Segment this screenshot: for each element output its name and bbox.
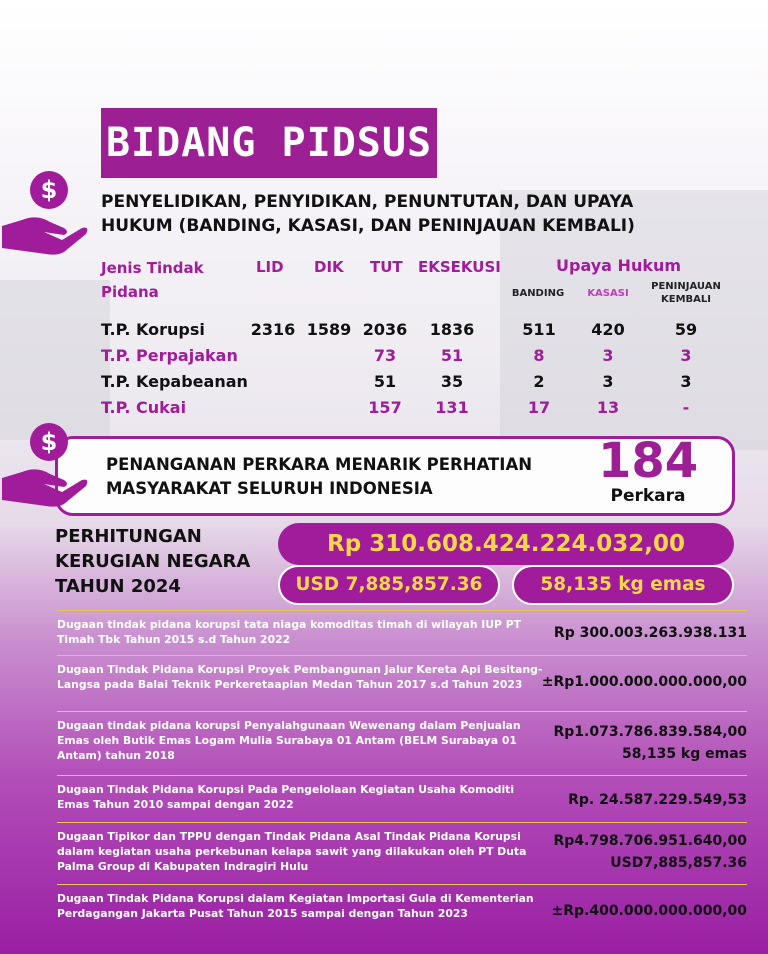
table-row [101,320,721,344]
cell-pk: 59 [674,320,698,339]
money-hand-icon [2,420,92,510]
cell-banding: 2 [533,372,545,391]
column-header-banding: BANDING [511,288,565,299]
column-header-lid: LID [256,258,284,276]
cell-eksekusi: 51 [440,346,464,365]
cell-eksekusi: 35 [440,372,464,391]
svg-text:$: $ [40,176,58,204]
case-amount-secondary: 58,135 kg emas [622,746,747,762]
cell-tut: 2036 [362,320,408,339]
cell-kasasi: 3 [602,372,614,391]
svg-text:$: $ [40,428,58,456]
calc-title [55,524,250,599]
cell-pk: - [682,398,690,417]
list-item [57,822,747,883]
cell-pk: 3 [680,346,692,365]
case-amount: ±Rp1.000.000.000.000,00 [541,674,747,690]
column-header-eksekusi: EKSEKUSI [418,258,501,276]
table-row [101,372,721,396]
table-row [101,346,721,370]
cell-kasasi: 420 [591,320,625,339]
cell-banding: 511 [522,320,556,339]
case-count: 184 [598,433,699,489]
column-header-peninjauan-kembali: PENINJAUAN KEMBALI [651,281,721,305]
calc-title-line-3: TAHUN 2024 [55,576,181,597]
list-item [57,884,747,933]
case-description: Dugaan Tindak Pidana Korupsi Proyek Pembangunan Jalur Kereta Api Besitang-Langsa pada Balai Teknik Perkeretaapian Medan Tahun 2017 s.d Tahun 2023 [57,663,543,691]
case-amount: Rp 300.003.263.938.131 [553,625,747,641]
cell-kasasi: 3 [602,346,614,365]
background-building [0,280,110,440]
row-name: T.P. Korupsi [101,320,205,339]
cell-dik: 1589 [306,320,352,339]
calc-title-line-2: KERUGIAN NEGARA [55,551,251,572]
case-description: Dugaan tindak pidana korupsi Penyalahgunaan Wewenang dalam Penjualan Emas oleh Butik Emas Logam Mulia Surabaya 01 Antam (BELM Surabaya 01 Antam) tahun 2018 [57,719,521,762]
case-amount: Rp1.073.786.839.584,00 [553,724,747,740]
total-loss-gold: 58,135 kg emas [512,565,734,605]
case-count-unit: Perkara [610,486,686,506]
cell-pk: 3 [680,372,692,391]
cell-banding: 17 [527,398,551,417]
row-name: T.P. Perpajakan [101,346,238,365]
case-description: Dugaan Tindak Pidana Korupsi dalam Kegiatan Importasi Gula di Kementerian Perdagangan Jakarta Pusat Tahun 2015 sampai dengan Tahun 2023 [57,892,534,920]
banner-line-1: PENANGANAN PERKARA MENARIK PERHATIAN [106,455,533,474]
case-amount: ±Rp.400.000.000.000,00 [551,903,747,919]
section-heading: PENYELIDIKAN, PENYIDIKAN, PENUNTUTAN, DAN UPAYA HUKUM (BANDING, KASASI, DAN PENINJAUAN KEMBALI) [101,192,635,236]
case-description: Dugaan Tindak Pidana Korupsi Pada Pengelolaan Kegiatan Usaha Komoditi Emas Tahun 2010 sampai dengan 2022 [57,783,515,811]
column-header-upaya-hukum: Upaya Hukum [556,256,682,275]
list-item [57,655,747,710]
row-name: T.P. Kepabeanan [101,372,248,391]
banner-line-2: MASYARAKAT SELURUH INDONESIA [106,479,433,498]
case-amount: Rp. 24.587.229.549,53 [568,792,747,808]
money-hand-icon [2,168,92,258]
list-item [57,775,747,820]
case-description: Dugaan Tipikor dan TPPU dengan Tindak Pidana Asal Tindak Pidana Korupsi dalam kegiatan usaha perkebunan kelapa sawit yang dilakukan oleh PT Duta Palma Group di Kabupaten Indragiri Hulu [57,830,527,873]
total-loss-usd: USD 7,885,857.36 [278,565,500,605]
cell-tut: 51 [373,372,397,391]
list-item [57,610,747,655]
list-item [57,711,747,776]
cell-kasasi: 13 [596,398,620,417]
column-header-jenis: Jenis Tindak Pidana [101,259,204,301]
column-header-dik: DIK [314,258,344,276]
cell-tut: 157 [368,398,402,417]
case-amount-secondary: USD7,885,857.36 [610,855,747,871]
calc-title-line-1: PERHITUNGAN [55,526,202,547]
row-name: T.P. Cukai [101,398,187,417]
cell-lid: 2316 [250,320,296,339]
cell-eksekusi: 131 [435,398,469,417]
highlight-banner [55,433,735,516]
case-description: Dugaan tindak pidana korupsi tata niaga komoditas timah di wilayah IUP PT Timah Tbk Tahun 2015 s.d Tahun 2022 [57,618,522,646]
cell-tut: 73 [373,346,397,365]
column-header-tut: TUT [370,258,403,276]
column-header-kasasi: KASASI [587,288,629,299]
total-loss-rp: Rp 310.608.424.224.032,00 [278,523,734,565]
cell-eksekusi: 1836 [429,320,475,339]
cell-banding: 8 [533,346,545,365]
page-title: BIDANG PIDSUS [101,108,437,178]
table-row [101,398,721,422]
banner-text [106,453,532,501]
case-amount: Rp4.798.706.951.640,00 [553,833,747,849]
